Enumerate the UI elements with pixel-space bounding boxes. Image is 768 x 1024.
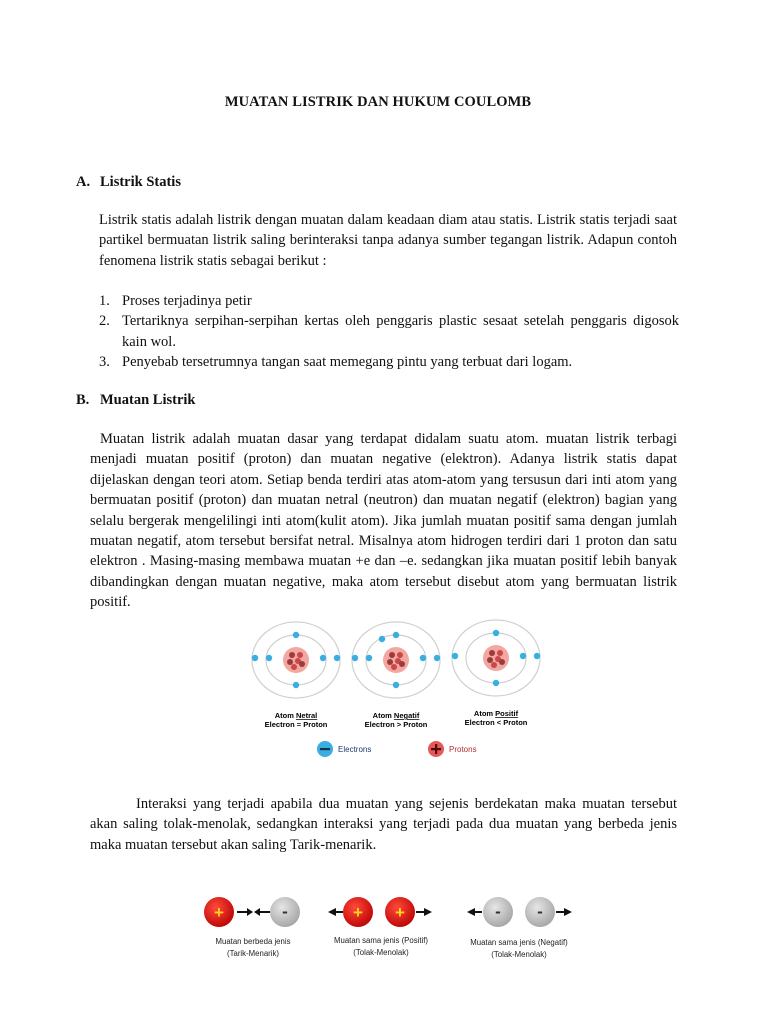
svg-text:Atom Negatif: Atom Negatif xyxy=(372,711,420,720)
list-item: 1. Proses terjadinya petir xyxy=(99,293,252,309)
section-b-paragraph-2: Interaksi yang terjadi apabila dua muatan yang sejenis berdekatan maka muatan tersebut akan saling tolak-menolak, sedangkan interaksi yang terjadi pada dua muatan yang berbeda jenis maka muatan tersebut akan saling Tarik-menarik. xyxy=(90,796,677,853)
section-b-paragraph: Muatan listrik adalah muatan dasar yang terdapat didalam suatu atom. muatan listrik terbagi menjadi muatan positif (proton) dan muatan negative (elektron). Adanya listrik statis dapat dijelaskan dengan teori atom. Setiap benda terdiri atas atom-atom yang tersusun dari inti atom yang bermuatan positif (proton) dan muatan netral (neutron) dan muatan negatif (elektron) bagian yang selalu bergerak mengelilingi inti atom(kulit atom). Jika jumlah muatan positif sama dengan jumlah muatan negatif, atom tersebut bersifat netral. Misalnya atom hidrogen terdiri dari 1 proton dan satu elektron . Masing-masing membawa muatan +e dan –e. sedangkan jika muatan positif lebih banyak dibandingkan dengan muatan negative, maka atom tersebut disebut atom yang bermuatan listrik positif. xyxy=(90,431,677,611)
pair-repel-positive xyxy=(328,897,432,957)
legend-electrons xyxy=(317,741,371,757)
svg-text:+: + xyxy=(214,903,224,922)
section-a-paragraph: Listrik statis adalah listrik dengan muatan dalam keadaan diam atau statis. Listrik statis terjadi saat partikel bermuatan listrik saling berinteraksi tanpa adanya sumber tegangan listrik. Adapun contoh fenomena listrik statis sebagai berikut : xyxy=(99,212,677,269)
section-b-title: Muatan Listrik xyxy=(100,392,196,408)
pair-attract xyxy=(204,897,300,958)
atom-negatif xyxy=(352,622,440,698)
atom-diagram xyxy=(240,614,550,766)
svg-text:+: + xyxy=(353,903,363,922)
examples-list xyxy=(99,291,679,373)
charge-interaction-diagram xyxy=(195,884,585,974)
section-a-title: Listrik Statis xyxy=(100,174,181,190)
svg-text:Electron > Proton: Electron > Proton xyxy=(364,720,428,729)
atom-label-netral xyxy=(265,711,328,729)
svg-text:(Tolak-Menolak): (Tolak-Menolak) xyxy=(353,948,409,957)
svg-text:(Tolak-Menolak): (Tolak-Menolak) xyxy=(491,950,547,959)
svg-text:Muatan sama jenis (Negatif): Muatan sama jenis (Negatif) xyxy=(470,938,568,947)
atom-label-negatif xyxy=(365,711,428,729)
atom-positif xyxy=(452,620,540,696)
svg-text:-: - xyxy=(495,902,501,921)
section-a-heading xyxy=(76,174,181,191)
section-b-label: B. xyxy=(76,392,90,408)
svg-text:Electron = Proton: Electron = Proton xyxy=(264,720,328,729)
list-item: 3. Penyebab tersetrumnya tangan saat memegang pintu yang terbuat dari logam. xyxy=(99,354,573,371)
svg-text:Electron < Proton: Electron < Proton xyxy=(464,718,528,727)
svg-text:Protons: Protons xyxy=(449,745,477,754)
svg-text:Muatan berbeda jenis: Muatan berbeda jenis xyxy=(215,937,291,946)
svg-text:-: - xyxy=(537,902,543,921)
pair-repel-negative xyxy=(467,897,572,959)
section-a-label: A. xyxy=(76,174,91,190)
svg-text:Atom Positif: Atom Positif xyxy=(473,709,519,718)
legend-protons xyxy=(428,741,477,757)
list-item: 2. Tertariknya serpihan-serpihan kertas oleh penggaris plastic sesaat setelah penggaris digosok kain wol. xyxy=(99,313,679,350)
atom-netral xyxy=(252,622,340,698)
svg-text:Atom Netral: Atom Netral xyxy=(274,711,318,720)
svg-text:(Tarik-Menarik): (Tarik-Menarik) xyxy=(227,949,279,958)
page-title: MUATAN LISTRIK DAN HUKUM COULOMB xyxy=(224,94,532,110)
section-b-heading xyxy=(76,392,195,409)
svg-text:Electrons: Electrons xyxy=(338,745,372,754)
svg-text:+: + xyxy=(395,903,405,922)
svg-text:Muatan sama jenis (Positif): Muatan sama jenis (Positif) xyxy=(333,936,429,945)
atom-label-positif xyxy=(465,709,528,727)
svg-text:-: - xyxy=(282,902,288,921)
